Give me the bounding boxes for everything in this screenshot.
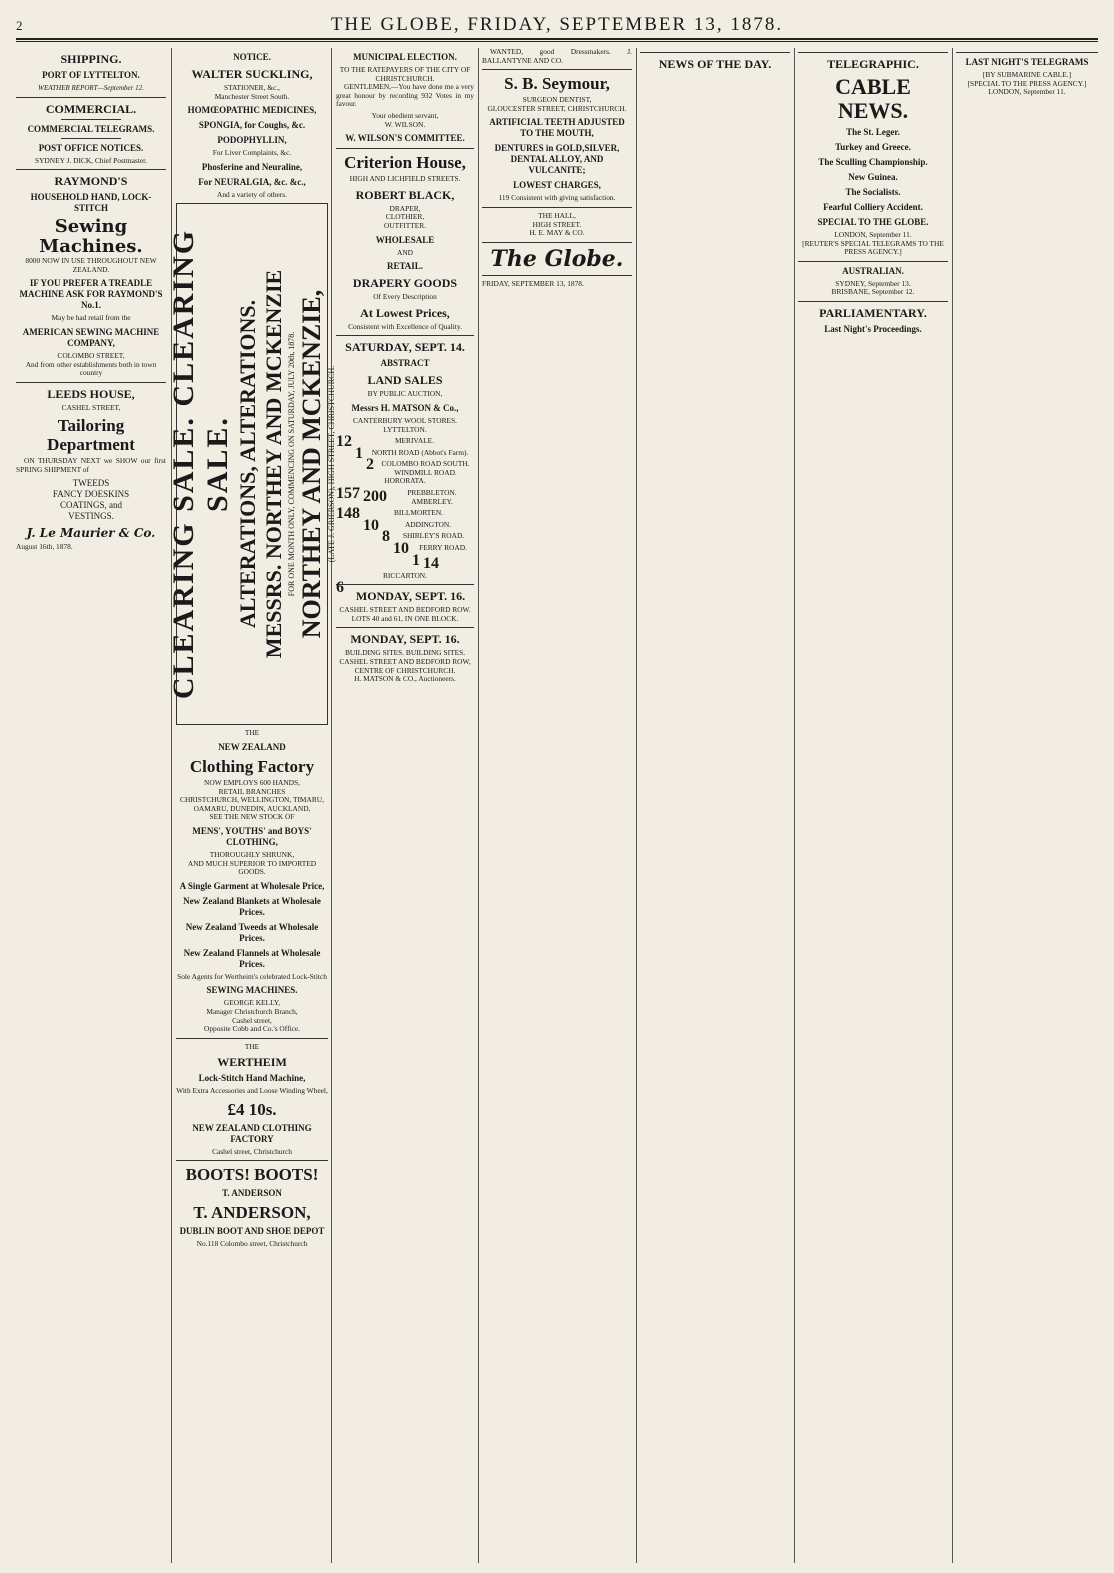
masthead <box>16 10 1098 40</box>
lot-number: 12 <box>336 433 352 451</box>
wilsons-committee: W. WILSON'S COMMITTEE. <box>345 133 465 144</box>
dublin-address: No.118 Colombo street, Christchurch <box>196 1239 308 1249</box>
nz-blankets: New Zealand Blankets at Wholesale Prices. <box>183 895 321 917</box>
homoeopathic: HOMŒOPATHIC MEDICINES, <box>187 105 317 116</box>
seymour: S. B. Seymour, <box>504 74 610 94</box>
saturday-heading: SATURDAY, SEPT. 14. <box>345 340 465 355</box>
and-label: AND <box>396 247 413 257</box>
post-office-heading: POST OFFICE NOTICES. <box>38 142 144 153</box>
lowest-charges: LOWEST CHARGES, <box>513 180 601 191</box>
sewing-machines: SEWING MACHINES. <box>206 985 298 996</box>
divider <box>336 627 474 628</box>
obedient-servant: Your obedient servant, <box>371 110 439 120</box>
divider <box>482 242 632 243</box>
signature-date: August 16th, 1878. <box>16 541 73 551</box>
column-divider <box>794 48 795 1563</box>
single-garment: A Single Garment at Wholesale Price, <box>179 880 325 891</box>
superior: AND MUCH SUPERIOR TO IMPORTED GOODS. <box>187 858 317 877</box>
colombo-street: COLOMBO STREET, <box>57 350 125 360</box>
high-street: HIGH STREET. <box>532 219 582 229</box>
mens-clothing: MENS', YOUTHS' and BOYS' CLOTHING, <box>192 825 312 847</box>
colombo-road: COLOMBO ROAD SOUTH. <box>381 459 470 469</box>
criterion-house: Criterion House, <box>344 153 466 173</box>
ratepayers: TO THE RATEPAYERS OF THE CITY OF CHRISTCHURCH. <box>339 65 471 83</box>
nz-clothing-factory: NEW ZEALAND CLOTHING FACTORY <box>192 1122 312 1144</box>
auctioneers: H. MATSON & CO., Auctioneers. <box>354 674 456 684</box>
lot-number: 200 <box>363 488 387 506</box>
column-5 <box>640 48 790 1563</box>
thursday-notice: ON THURSDAY NEXT we SHOW our first SPRING SHIPMENT of <box>16 456 166 474</box>
outfitter: OUTFITTER. <box>383 220 427 230</box>
dentures: DENTURES in GOLD,SILVER, DENTAL ALLOY, AND VULCANITE; <box>494 143 620 176</box>
wanted-dressmakers: WANTED, good Dressmakers. J. BALLANTYNE AND CO. <box>482 47 632 65</box>
divider <box>640 52 790 53</box>
column-1 <box>16 48 166 1563</box>
tweeds-label: TWEEDS <box>72 477 110 488</box>
one-month: FOR ONE MONTH ONLY, COMMENCING ON SATURDAY, JULY 20th, 1878. <box>287 332 296 597</box>
northey-mckenzie: MESSRS. NORTHEY AND MCKENZIE <box>261 270 286 659</box>
manchester-street: Manchester Street South. <box>214 91 290 101</box>
cashel-christchurch: Cashel street, Christchurch <box>212 1146 292 1156</box>
abstract: ABSTRACT <box>380 358 430 369</box>
gloucester-street: GLOUCESTER STREET, CHRISTCHURCH. <box>487 103 627 113</box>
newspaper-title: THE GLOBE, FRIDAY, SEPTEMBER 13, 1878. <box>330 14 784 35</box>
last-nights-proceedings: Last Night's Proceedings. <box>824 323 922 334</box>
raymonds-heading: RAYMOND'S <box>54 174 128 189</box>
spongia: SPONGIA, for Coughs, &c. <box>198 120 306 131</box>
london-dateline: LONDON, September 11. <box>834 230 912 239</box>
new-guinea: New Guinea. <box>848 172 898 182</box>
monday-heading-2: MONDAY, SEPT. 16. <box>350 632 460 647</box>
australian-heading: AUSTRALIAN. <box>842 265 904 276</box>
walter-suckling: WALTER SUCKLING, <box>191 67 313 81</box>
commercial-heading: COMMERCIAL. <box>45 101 137 116</box>
land-sales: LAND SALES <box>367 373 443 388</box>
telegraphic-heading: TELEGRAPHIC. <box>827 57 919 71</box>
robert-black: ROBERT BLACK, <box>355 187 455 202</box>
northey-mckenzie-large: NORTHEY AND MCKENZIE, <box>297 290 326 639</box>
leeds-house: LEEDS HOUSE, <box>47 386 135 401</box>
divider <box>482 207 632 208</box>
surgeon-dentist: SURGEON DENTIST, <box>522 95 592 105</box>
column-7 <box>956 48 1098 1563</box>
canterbury-wool: CANTERBURY WOOL STORES. <box>352 415 458 425</box>
divider <box>176 1160 328 1161</box>
divider <box>61 119 121 120</box>
divider <box>16 97 166 98</box>
centre-christchurch: CENTRE OF CHRISTCHURCH. <box>354 665 456 675</box>
ferry-road: FERRY ROAD. <box>419 543 467 553</box>
divider <box>482 69 632 70</box>
coatings-label: COATINGS, and <box>60 499 122 510</box>
lot-number: 14 <box>423 554 439 572</box>
masthead-rule <box>16 41 1098 42</box>
clearing-sale-ad <box>167 203 336 725</box>
reuters-notice: [REUTER'S SPECIAL TELEGRAMS TO THE PRESS AGENCY.] <box>802 238 944 257</box>
nz-tweeds: New Zealand Tweeds at Wholesale Prices. <box>185 921 319 943</box>
lot-number: 8 <box>382 528 390 546</box>
podophyllin: PODOPHYLLIN, <box>217 135 287 146</box>
lot-number: 2 <box>366 456 374 474</box>
divider <box>336 335 474 336</box>
london-dateline-2: LONDON, September 11. <box>988 87 1066 97</box>
prebbleton: PREBBLETON. <box>407 488 457 498</box>
tailoring-heading: Tailoring Department <box>47 416 135 455</box>
cashel-bedford: CASHEL STREET AND BEDFORD ROW. <box>339 605 471 615</box>
drapery-goods: DRAPERY GOODS <box>352 276 458 291</box>
last-nights-telegrams: LAST NIGHT'S TELEGRAMS <box>965 57 1089 67</box>
maurier-signature: J. Le Maurier & Co. <box>26 525 156 540</box>
matson: Messrs H. MATSON & Co., <box>351 402 459 413</box>
billmorten: BILLMORTEN. <box>393 508 444 518</box>
the-label-2: THE <box>244 1041 260 1051</box>
t-anderson-large: T. ANDERSON, <box>193 1203 311 1223</box>
north-road: NORTH ROAD (Abbot's Farm). <box>371 447 469 457</box>
wilson-signature: W. WILSON. <box>384 119 426 129</box>
merivale: MERIVALE. <box>394 436 435 446</box>
shipping-heading: SHIPPING. <box>60 52 122 66</box>
divider <box>482 275 632 276</box>
boots-heading: BOOTS! BOOTS! <box>185 1165 319 1185</box>
notice-heading: NOTICE. <box>233 52 271 62</box>
neuralgia: For NEURALGIA, &c. &c., <box>198 176 306 187</box>
accessories: With Extra Accessories and Loose Winding Wheel, <box>176 1086 328 1096</box>
sewing-machines-heading: Sewing Machines. <box>39 216 143 258</box>
doeskins-label: FANCY DOESKINS <box>52 488 130 499</box>
price: £4 10s. <box>227 1099 277 1119</box>
draper: DRAPER, <box>389 203 421 213</box>
divider <box>16 169 166 170</box>
column-4 <box>482 48 632 1563</box>
column-divider <box>952 48 953 1563</box>
divider <box>956 52 1098 53</box>
dublin-depot: DUBLIN BOOT AND SHOE DEPOT <box>179 1226 325 1237</box>
amberley: AMBERLEY. <box>411 496 453 506</box>
divider <box>16 382 166 383</box>
clothing-factory: Clothing Factory <box>189 756 315 776</box>
lots-block: LOTS 40 and 61, IN ONE BLOCK. <box>351 613 459 623</box>
weather-report: WEATHER REPORT—September 12. <box>38 84 144 92</box>
phosferine: Phosferine and Neuraline, <box>201 161 303 172</box>
satisfaction: 119 Consistent with giving satisfaction. <box>498 193 616 203</box>
sole-agents: Sole Agents for Wertheim's celebrated Lock-Stitch <box>177 971 327 981</box>
parliamentary-heading: PARLIAMENTARY. <box>819 305 927 320</box>
cashel-bedford-2: CASHEL STREET AND BEDFORD ROW, <box>339 657 471 666</box>
special-globe: SPECIAL TO THE GLOBE. <box>817 217 929 227</box>
sydney-dateline: SYDNEY, September 13. <box>835 278 911 288</box>
socialists: The Socialists. <box>845 187 901 197</box>
variety: And a variety of others. <box>217 189 287 199</box>
turkey-greece: Turkey and Greece. <box>835 142 911 152</box>
lot-number: 1 <box>412 551 420 569</box>
lot-number: 6 <box>336 579 344 597</box>
monday-heading: MONDAY, SEPT. 16. <box>355 589 466 604</box>
wholesale: WHOLESALE <box>375 234 435 245</box>
page-number: 2 <box>16 18 23 33</box>
vestings-label: VESTINGS. <box>68 510 114 521</box>
divider <box>61 138 121 139</box>
riccarton: RICCARTON. <box>383 570 427 580</box>
retail-notice: May be had retail from the <box>51 313 131 323</box>
clearing-sale: CLEARING SALE. CLEARING SALE. <box>167 229 234 700</box>
lot-number: 10 <box>393 540 409 558</box>
shrunk: THOROUGHLY SHRUNK, <box>209 849 295 859</box>
household-heading: HOUSEHOLD HAND, LOCK-STITCH <box>30 192 152 214</box>
st-leger: The St. Leger. <box>846 127 900 137</box>
the-label: THE <box>244 728 260 738</box>
column-2 <box>167 48 336 1563</box>
treadle-notice: IF YOU PREFER A TREADLE MACHINE ASK FOR RAYMOND'S No.1. <box>19 278 163 311</box>
clothier: CLOTHIER, <box>385 212 425 222</box>
windmill-road: WINDMILL ROAD. <box>394 467 457 477</box>
other-establishments: And from other establishments both in town country <box>25 359 157 378</box>
addington: ADDINGTON. <box>404 519 452 529</box>
artificial-teeth: ARTIFICIAL TEETH ADJUSTED TO THE MOUTH, <box>489 117 625 139</box>
globe-date: FRIDAY, SEPTEMBER 13, 1878. <box>482 278 584 288</box>
lyttelton: LYTTELTON. <box>383 424 427 434</box>
liver-complaints: For Liver Complaints, &c. <box>212 148 292 158</box>
criterion-address: HIGH AND LICHFIELD STREETS. <box>349 174 461 184</box>
retail-branches: RETAIL BRANCHES <box>218 786 286 796</box>
news-of-the-day: NEWS OF THE DAY. <box>658 57 772 71</box>
stationer: STATIONER, &c., <box>223 83 281 92</box>
divider <box>336 148 474 149</box>
gentlemen-letter: GENTLEMEN,—You have done me a very great honour by recording 932 Votes in my favour. <box>336 82 474 109</box>
alterations: ALTERATIONS, ALTERATIONS. <box>235 300 260 629</box>
lot-number: 157 <box>336 485 360 503</box>
the-globe-masthead: The Globe. <box>490 245 624 272</box>
sewing-count: 8000 NOW IN USE THROUGHOUT NEW ZEALAND. <box>25 256 157 274</box>
cable-news: CABLE NEWS. <box>835 74 911 123</box>
commercial-telegrams-heading: COMMERCIAL TELEGRAMS. <box>27 123 155 134</box>
hororata: HORORATA. <box>384 476 426 486</box>
every-description: Of Every Description <box>373 292 437 302</box>
lowest-prices: At Lowest Prices, <box>360 305 450 320</box>
nz-flannels: New Zealand Flannels at Wholesale Prices. <box>183 947 321 969</box>
colliery-accident: Fearful Colliery Accident. <box>823 202 923 212</box>
employs: NOW EMPLOYS 600 HANDS, <box>204 777 300 787</box>
cashel-st: Cashel street, <box>232 1015 272 1025</box>
lot-number: 1 <box>355 444 363 462</box>
lot-number: 10 <box>363 516 379 534</box>
press-agency: [SPECIAL TO THE PRESS AGENCY.] <box>967 78 1087 88</box>
opposite-cobb: Opposite Cobb and Co.'s Office. <box>203 1024 301 1034</box>
postmaster-signature: SYDNEY J. DICK, Chief Postmaster. <box>34 155 148 165</box>
lot-number: 148 <box>336 505 360 523</box>
column-divider <box>636 48 637 1563</box>
port-heading: PORT OF LYTTELTON. <box>42 70 140 80</box>
lock-stitch: Lock-Stitch Hand Machine, <box>198 1073 306 1084</box>
may-signature: H. E. MAY & CO. <box>529 228 585 238</box>
sculling: The Sculling Championship. <box>818 157 928 167</box>
wertheim: WERTHEIM <box>217 1055 287 1070</box>
brisbane-dateline: BRISBANE, September 12. <box>831 287 915 297</box>
manager: Manager Christchurch Branch, <box>206 1006 298 1016</box>
see-stock: SEE THE NEW STOCK OF <box>209 812 295 822</box>
column-divider <box>478 48 479 1563</box>
public-auction: BY PUBLIC AUCTION, <box>367 389 443 399</box>
new-zealand: NEW ZEALAND <box>218 741 286 752</box>
american-company: AMERICAN SEWING MACHINE COMPANY, <box>22 326 160 348</box>
late-grierson: (LATE J. GRIERSON), HIGH STREET, CHRISTCHURCH. <box>327 366 336 563</box>
cashel-street: CASHEL STREET, <box>61 402 121 412</box>
building-sites: BUILDING SITES. BUILDING SITES. <box>344 648 466 658</box>
column-6 <box>798 48 948 1563</box>
divider <box>798 301 948 302</box>
shirleys-road: SHIRLEY'S ROAD. <box>402 531 465 541</box>
submarine-cable: [BY SUBMARINE CABLE.] <box>982 70 1072 79</box>
divider <box>798 261 948 262</box>
column-3 <box>336 48 474 1563</box>
towns: CHRISTCHURCH, WELLINGTON, TIMARU, OAMARU, DUNEDIN, AUCKLAND, <box>180 795 324 813</box>
municipal-election: MUNICIPAL ELECTION. <box>353 52 457 62</box>
t-anderson: T. ANDERSON <box>222 1188 282 1199</box>
the-hall: THE HALL, <box>538 210 576 220</box>
retail: RETAIL. <box>386 261 424 272</box>
george-kelly: GEORGE KELLY, <box>223 998 281 1008</box>
consistent: Consistent with Excellence of Quality. <box>348 321 462 331</box>
divider <box>176 1038 328 1039</box>
divider <box>336 584 474 585</box>
divider <box>798 52 948 53</box>
